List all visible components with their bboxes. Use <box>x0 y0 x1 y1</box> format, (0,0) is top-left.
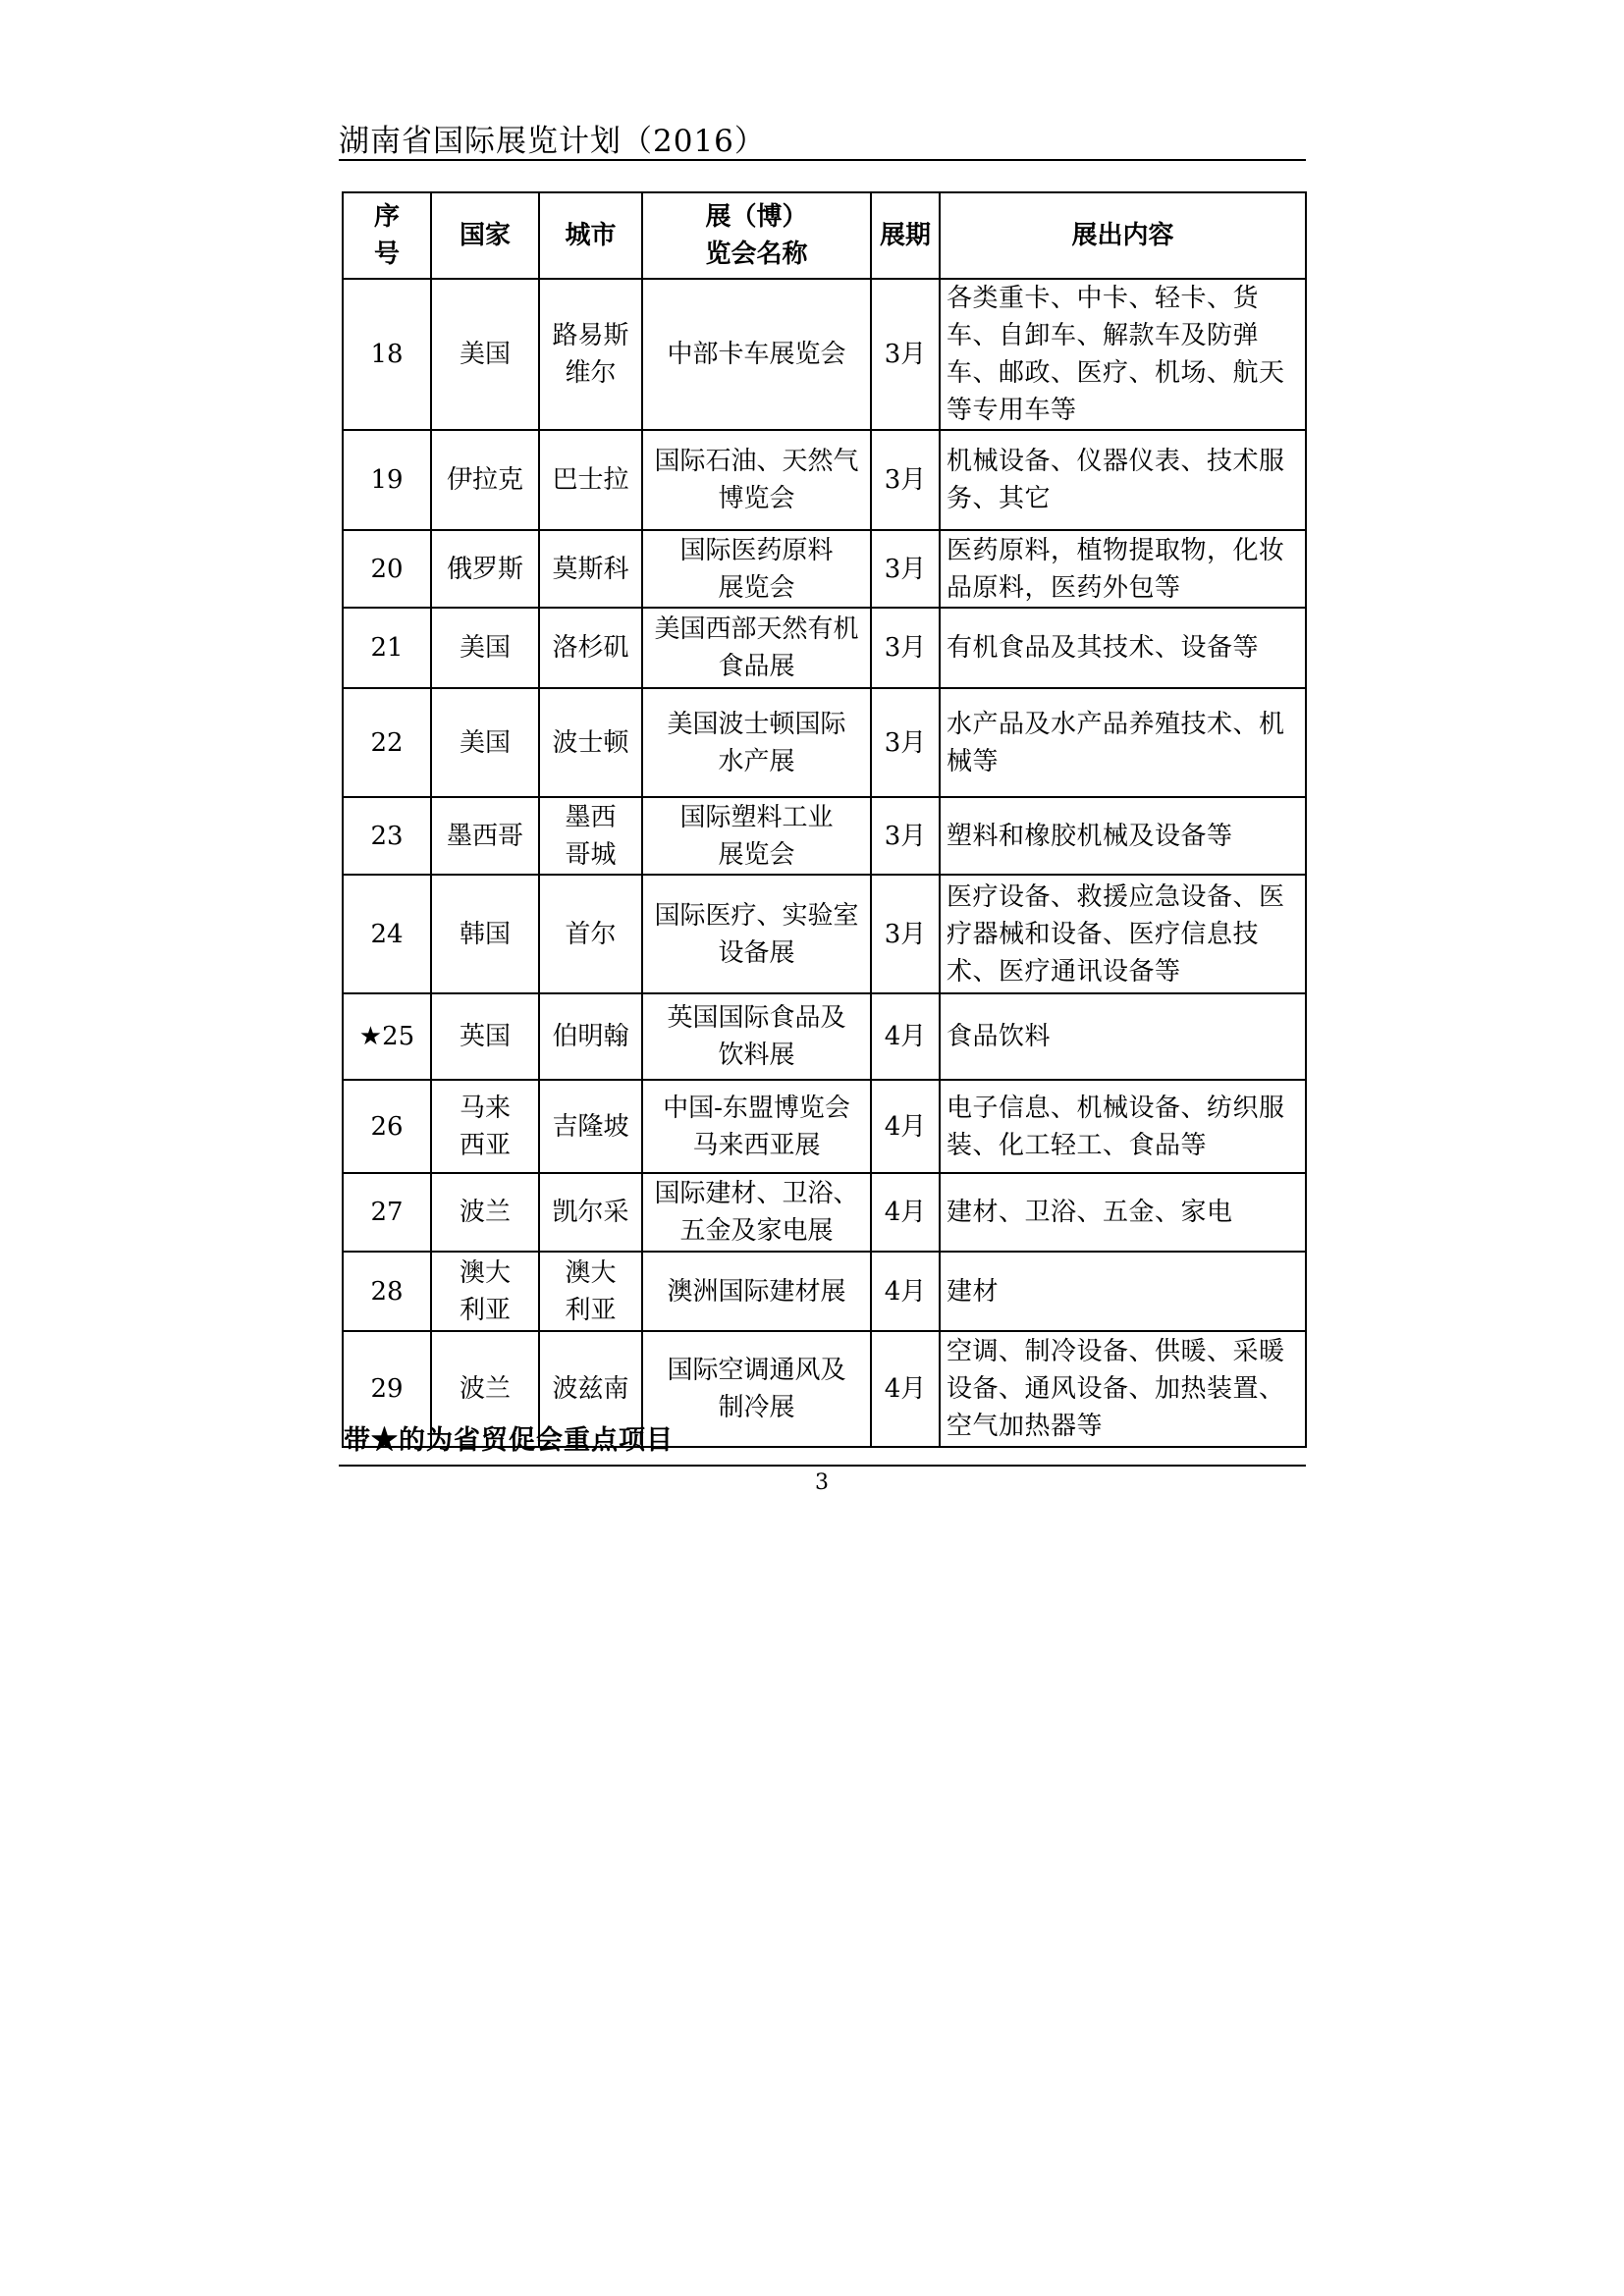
row-period: 4月 <box>871 993 940 1080</box>
row-city: 波兹南 <box>539 1331 642 1447</box>
table-row <box>343 1080 1306 1173</box>
row-period: 4月 <box>871 1080 940 1173</box>
row-index-highlighted: ★25 <box>343 993 431 1080</box>
column-header-country: 国家 <box>431 192 539 279</box>
row-index: 20 <box>343 530 431 608</box>
row-country: 墨西哥 <box>431 797 539 875</box>
header-rule <box>339 159 1306 161</box>
row-city: 伯明翰 <box>539 993 642 1080</box>
column-header-index: 序 号 <box>343 192 431 279</box>
row-exhibition-name: 国际石油、天然气 博览会 <box>642 430 871 530</box>
table-row <box>343 430 1306 530</box>
row-country: 英国 <box>431 993 539 1080</box>
row-exhibition-name: 国际建材、卫浴、 五金及家电展 <box>642 1173 871 1252</box>
table-row <box>343 279 1306 430</box>
exhibition-table <box>342 191 1307 1448</box>
row-index: 22 <box>343 688 431 797</box>
table-row <box>343 1252 1306 1331</box>
row-period: 3月 <box>871 430 940 530</box>
row-index: 26 <box>343 1080 431 1173</box>
row-index: 27 <box>343 1173 431 1252</box>
column-header-content: 展出内容 <box>940 192 1306 279</box>
row-city: 莫斯科 <box>539 530 642 608</box>
row-exhibition-name: 英国国际食品及 饮料展 <box>642 993 871 1080</box>
row-index: 29 <box>343 1331 431 1447</box>
row-content: 医疗设备、救援应急设备、医疗器械和设备、医疗信息技术、医疗通讯设备等 <box>940 875 1306 993</box>
row-period: 4月 <box>871 1252 940 1331</box>
row-period: 3月 <box>871 797 940 875</box>
row-city: 波士顿 <box>539 688 642 797</box>
row-city: 路易斯 维尔 <box>539 279 642 430</box>
row-city: 吉隆坡 <box>539 1080 642 1173</box>
table-row <box>343 797 1306 875</box>
row-country: 马来 西亚 <box>431 1080 539 1173</box>
row-exhibition-name: 国际医药原料 展览会 <box>642 530 871 608</box>
column-header-exhibition-name: 展（博） 览会名称 <box>642 192 871 279</box>
row-exhibition-name: 国际空调通风及 制冷展 <box>642 1331 871 1447</box>
row-exhibition-name: 美国波士顿国际 水产展 <box>642 688 871 797</box>
row-exhibition-name: 澳洲国际建材展 <box>642 1252 871 1331</box>
column-header-city: 城市 <box>539 192 642 279</box>
row-index: 23 <box>343 797 431 875</box>
row-city: 澳大 利亚 <box>539 1252 642 1331</box>
row-city: 凯尔采 <box>539 1173 642 1252</box>
row-index: 18 <box>343 279 431 430</box>
row-city: 洛杉矶 <box>539 608 642 688</box>
row-period: 3月 <box>871 530 940 608</box>
row-index: 19 <box>343 430 431 530</box>
row-country: 美国 <box>431 608 539 688</box>
table-header-row <box>343 192 1306 279</box>
row-index: 28 <box>343 1252 431 1331</box>
row-content: 建材 <box>940 1252 1306 1331</box>
row-index: 24 <box>343 875 431 993</box>
row-country: 韩国 <box>431 875 539 993</box>
table-row <box>343 1173 1306 1252</box>
column-header-period: 展期 <box>871 192 940 279</box>
row-country: 波兰 <box>431 1331 539 1447</box>
row-content: 建材、卫浴、五金、家电 <box>940 1173 1306 1252</box>
row-period: 4月 <box>871 1173 940 1252</box>
page-header-title: 湖南省国际展览计划（2016） <box>339 124 766 159</box>
row-period: 3月 <box>871 279 940 430</box>
page-number: 3 <box>815 1470 829 1495</box>
footnote: 带★的为省贸促会重点项目 <box>344 1425 674 1456</box>
row-exhibition-name: 国际塑料工业 展览会 <box>642 797 871 875</box>
row-country: 伊拉克 <box>431 430 539 530</box>
row-country: 俄罗斯 <box>431 530 539 608</box>
table-row <box>343 875 1306 993</box>
row-exhibition-name: 中部卡车展览会 <box>642 279 871 430</box>
row-content: 电子信息、机械设备、纺织服装、化工轻工、食品等 <box>940 1080 1306 1173</box>
row-exhibition-name: 美国西部天然有机 食品展 <box>642 608 871 688</box>
row-content: 食品饮料 <box>940 993 1306 1080</box>
table-row <box>343 688 1306 797</box>
row-country: 澳大 利亚 <box>431 1252 539 1331</box>
row-content: 塑料和橡胶机械及设备等 <box>940 797 1306 875</box>
row-content: 各类重卡、中卡、轻卡、货车、自卸车、解款车及防弹车、邮政、医疗、机场、航天等专用车等 <box>940 279 1306 430</box>
table-row <box>343 530 1306 608</box>
row-city: 巴士拉 <box>539 430 642 530</box>
table-row <box>343 608 1306 688</box>
row-country: 美国 <box>431 279 539 430</box>
row-period: 3月 <box>871 608 940 688</box>
row-index: 21 <box>343 608 431 688</box>
row-period: 3月 <box>871 875 940 993</box>
row-content: 水产品及水产品养殖技术、机械等 <box>940 688 1306 797</box>
row-content: 医药原料，植物提取物，化妆品原料，医药外包等 <box>940 530 1306 608</box>
footer-rule <box>339 1465 1306 1467</box>
row-content: 机械设备、仪器仪表、技术服务、其它 <box>940 430 1306 530</box>
row-content: 有机食品及其技术、设备等 <box>940 608 1306 688</box>
table-row <box>343 993 1306 1080</box>
row-exhibition-name: 国际医疗、实验室 设备展 <box>642 875 871 993</box>
row-period: 4月 <box>871 1331 940 1447</box>
row-exhibition-name: 中国-东盟博览会 马来西亚展 <box>642 1080 871 1173</box>
row-city: 墨西 哥城 <box>539 797 642 875</box>
row-city: 首尔 <box>539 875 642 993</box>
row-country: 美国 <box>431 688 539 797</box>
row-country: 波兰 <box>431 1173 539 1252</box>
row-content: 空调、制冷设备、供暖、采暖设备、通风设备、加热装置、空气加热器等 <box>940 1331 1306 1447</box>
row-period: 3月 <box>871 688 940 797</box>
